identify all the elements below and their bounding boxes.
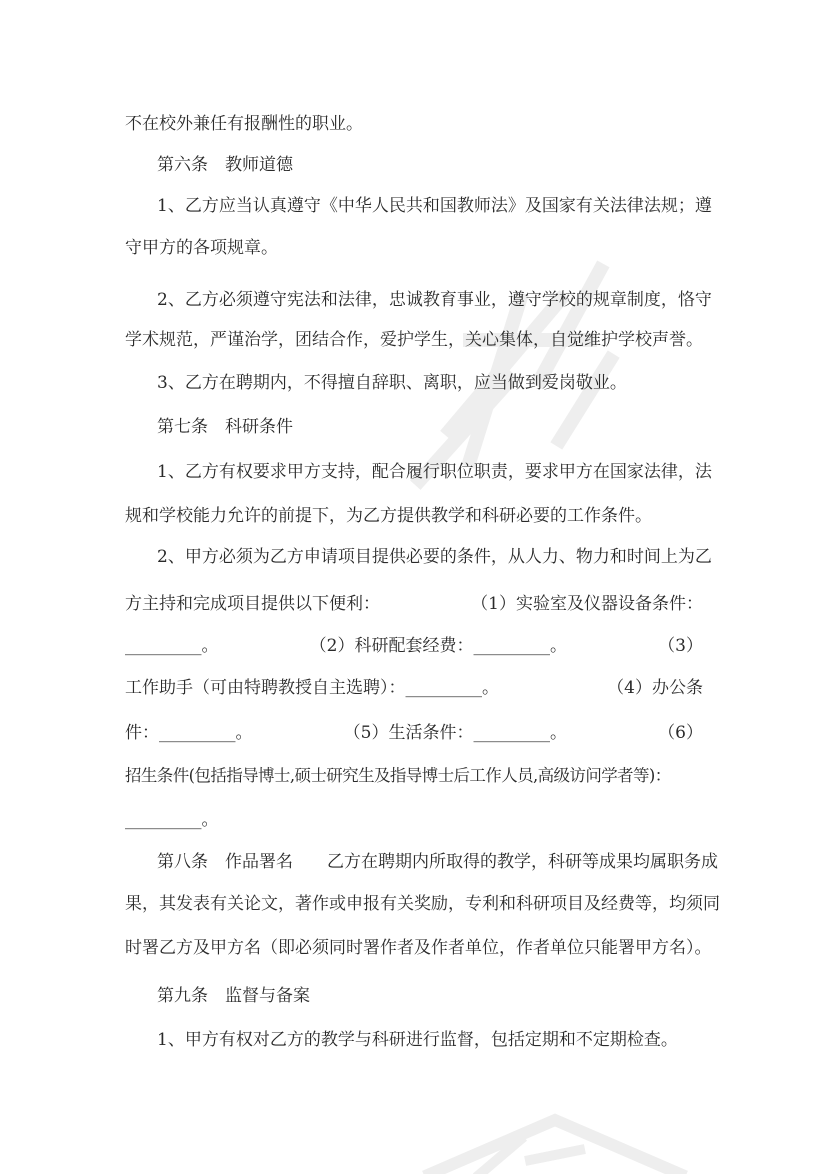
section-heading-8: 第八条 作品署名 乙方在聘期内所取得的教学，科研等成果均属职务成 — [157, 852, 718, 872]
line-segment: （2）科研配套经费：_________。 — [309, 636, 567, 656]
section-heading-9: 第九条 监督与备案 — [157, 986, 310, 1006]
paragraph-line: 3、乙方在聘期内，不得擅自辞职、离职，应当做到爱岗敬业。 — [157, 373, 627, 393]
line-segment: （1）实验室及仪器设备条件： — [471, 594, 703, 614]
section-heading-6: 第六条 教师道德 — [157, 155, 293, 175]
paragraph-line: 学术规范，严谨治学，团结合作，爱护学生，关心集体，自觉维护学校声誉。 — [125, 330, 703, 350]
paragraph-line — [125, 676, 703, 700]
line-segment: （3） — [658, 636, 703, 656]
paragraph-line: 招生条件(包括指导博士,硕士研究生及指导博士后工作人员,高级访问学者等)： — [125, 766, 671, 785]
line-segment: （6） — [658, 723, 703, 743]
paragraph-line: 1、乙方有权要求甲方支持，配合履行职位职责，要求甲方在国家法律，法 — [157, 462, 712, 482]
paragraph-line — [125, 634, 703, 658]
paragraph-line: 1、甲方有权对乙方的教学与科研进行监督，包括定期和不定期检查。 — [157, 1030, 678, 1050]
paragraph-line: 2、乙方必须遵守宪法和法律，忠诚教育事业，遵守学校的规章制度，恪守 — [157, 290, 712, 310]
blank-field: _________。 — [125, 636, 219, 656]
line-segment: 方主持和完成项目提供以下便利： — [125, 594, 380, 614]
paragraph-line: 1、乙方应当认真遵守《中华人民共和国教师法》及国家有关法律法规；遵 — [157, 196, 712, 216]
line-segment: 工作助手（可由特聘教授自主选聘）：_________。 — [125, 678, 499, 698]
paragraph-line: 果，其发表有关论文，著作或申报有关奖励，专利和科研项目及经费等，均须同 — [125, 894, 720, 914]
paragraph-line: 规和学校能力允许的前提下，为乙方提供教学和科研必要的工作条件。 — [125, 506, 652, 526]
line-segment: 件：_________。 — [125, 723, 253, 743]
paragraph-line: 时署乙方及甲方名（即必须同时署作者及作者单位，作者单位只能署甲方名）。 — [125, 938, 712, 958]
section-heading-7: 第七条 科研条件 — [157, 417, 293, 437]
paragraph-line — [125, 721, 703, 745]
paragraph-line: 2、甲方必须为乙方申请项目提供必要的条件，从人力、物力和时间上为乙 — [157, 547, 712, 567]
paragraph-line: 守甲方的各项规章。 — [125, 238, 278, 258]
paragraph-line: 不在校外兼任有报酬性的职业。 — [125, 114, 363, 134]
paragraph-line — [125, 592, 703, 616]
line-segment: （4）办公条 — [607, 678, 703, 698]
blank-field: _________。 — [125, 810, 219, 830]
line-segment: （5）生活条件：_________。 — [343, 723, 567, 743]
